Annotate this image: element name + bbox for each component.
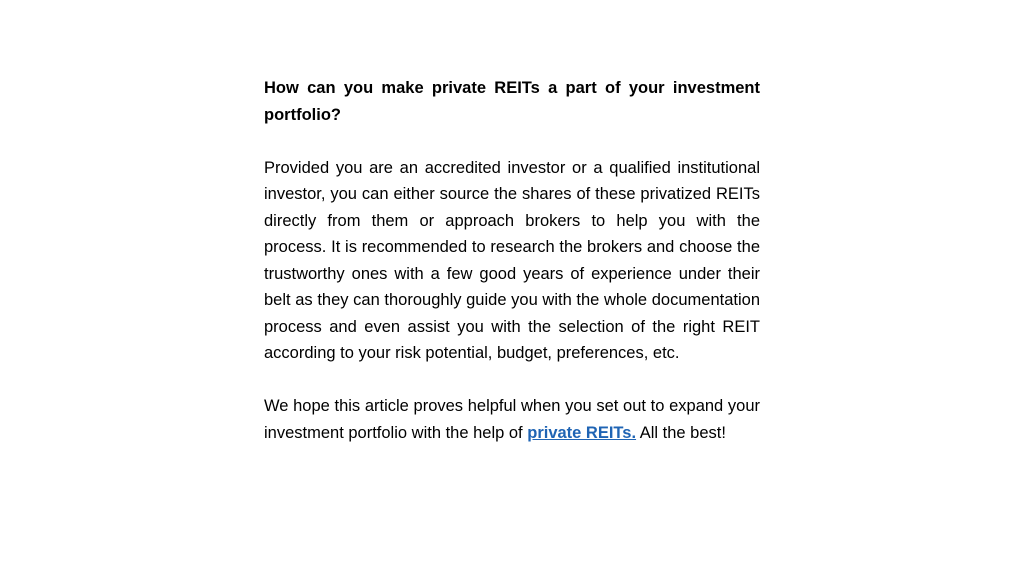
article-heading: How can you make private REITs a part of your investment portfolio? (264, 79, 760, 124)
private-reits-link[interactable]: private REITs. (527, 423, 637, 442)
closing-text-after: All the best! (636, 423, 726, 442)
paragraph-accredited-investor: Provided you are an accredited investor or a qualified institutional investor, you can either source the shares of these privatized REITs directly from them or approach brokers to help you with the process. It is recommended to research the brokers and choose the trustworthy ones with a few good years of experience under their belt as they can thoroughly guide you with the whole documentation process and even assist you with the selection of the right REIT according to your risk potential, budget, preferences, etc. (264, 158, 760, 362)
slide-content (264, 75, 760, 473)
paragraph-closing (264, 393, 760, 446)
closing-text-before: We hope this article proves helpful when you set out to expand your investment portfolio with the help of (264, 397, 760, 442)
